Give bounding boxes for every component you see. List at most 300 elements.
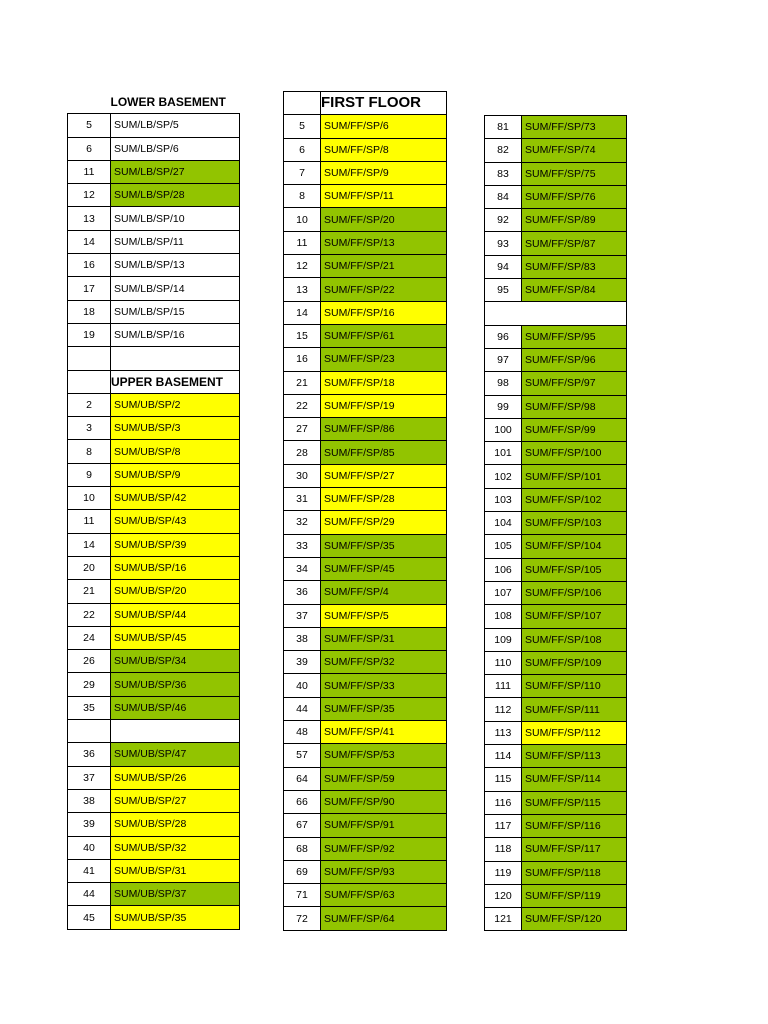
row-number: 24 <box>68 626 111 649</box>
row-number: 103 <box>485 488 522 511</box>
space-code: SUM/FF/SP/28 <box>321 488 447 511</box>
table-row <box>284 581 447 604</box>
table-row <box>284 185 447 208</box>
table-row <box>284 534 447 557</box>
row-number: 19 <box>68 323 111 346</box>
row-number: 48 <box>284 721 321 744</box>
table-row <box>68 743 240 766</box>
table-row <box>485 791 627 814</box>
space-code: SUM/LB/SP/15 <box>111 300 240 323</box>
table-row <box>68 533 240 556</box>
table-row <box>68 883 240 906</box>
row-number: 102 <box>485 465 522 488</box>
space-code: SUM/UB/SP/34 <box>111 650 240 673</box>
space-code: SUM/FF/SP/111 <box>522 698 627 721</box>
space-code: SUM/FF/SP/115 <box>522 791 627 814</box>
row-number: 22 <box>68 603 111 626</box>
space-code: SUM/LB/SP/27 <box>111 160 240 183</box>
table-row <box>68 510 240 533</box>
table-row <box>284 161 447 184</box>
row-number: 12 <box>68 184 111 207</box>
row-number <box>68 720 111 743</box>
row-number: 39 <box>284 651 321 674</box>
table-row <box>68 650 240 673</box>
space-code: SUM/LB/SP/28 <box>111 184 240 207</box>
row-number: 68 <box>284 837 321 860</box>
row-number: 117 <box>485 814 522 837</box>
space-code: SUM/FF/SP/109 <box>522 651 627 674</box>
table-row <box>68 766 240 789</box>
space-code: SUM/UB/SP/27 <box>111 789 240 812</box>
row-number: 30 <box>284 464 321 487</box>
table-row <box>68 277 240 300</box>
upper-basement-title: UPPER BASEMENT <box>111 370 240 393</box>
row-number: 84 <box>485 185 522 208</box>
row-number: 95 <box>485 279 522 302</box>
table-row <box>68 393 240 416</box>
space-code: SUM/FF/SP/41 <box>321 721 447 744</box>
space-code: SUM/UB/SP/47 <box>111 743 240 766</box>
table-row <box>485 698 627 721</box>
row-number: 14 <box>284 301 321 324</box>
space-code: SUM/FF/SP/29 <box>321 511 447 534</box>
table-row <box>284 255 447 278</box>
table-row <box>68 417 240 440</box>
space-code: SUM/UB/SP/16 <box>111 556 240 579</box>
table-row <box>284 464 447 487</box>
row-number: 109 <box>485 628 522 651</box>
row-number: 106 <box>485 558 522 581</box>
row-number: 6 <box>284 138 321 161</box>
space-code: SUM/FF/SP/9 <box>321 161 447 184</box>
space-code: SUM/UB/SP/31 <box>111 859 240 882</box>
table-row <box>485 558 627 581</box>
row-number: 29 <box>68 673 111 696</box>
table-row <box>68 160 240 183</box>
space-code: SUM/FF/SP/35 <box>321 697 447 720</box>
table-row <box>284 674 447 697</box>
space-code: SUM/UB/SP/28 <box>111 813 240 836</box>
table-row <box>68 300 240 323</box>
space-code: SUM/LB/SP/11 <box>111 230 240 253</box>
first-floor-title: FIRST FLOOR <box>321 92 447 115</box>
row-number: 115 <box>485 768 522 791</box>
row-number <box>68 347 111 370</box>
table-row <box>485 372 627 395</box>
table-row <box>485 139 627 162</box>
row-number: 116 <box>485 791 522 814</box>
table-row <box>485 651 627 674</box>
space-code: SUM/FF/SP/8 <box>321 138 447 161</box>
row-number: 15 <box>284 324 321 347</box>
row-number: 40 <box>284 674 321 697</box>
space-code: SUM/FF/SP/89 <box>522 209 627 232</box>
table-row <box>284 138 447 161</box>
space-code: SUM/FF/SP/13 <box>321 231 447 254</box>
row-number: 14 <box>68 533 111 556</box>
space-code: SUM/FF/SP/86 <box>321 418 447 441</box>
table-row <box>284 418 447 441</box>
space-code: SUM/UB/SP/35 <box>111 906 240 929</box>
row-number: 22 <box>284 394 321 417</box>
row-number: 14 <box>68 230 111 253</box>
table-row <box>68 487 240 510</box>
table-row <box>485 814 627 837</box>
table-row <box>68 323 240 346</box>
table-row <box>485 768 627 791</box>
row-number: 83 <box>485 162 522 185</box>
table-row <box>284 697 447 720</box>
table-row <box>485 279 627 302</box>
table-row <box>485 628 627 651</box>
row-number: 66 <box>284 790 321 813</box>
row-number: 13 <box>284 278 321 301</box>
space-code: SUM/UB/SP/26 <box>111 766 240 789</box>
row-number: 12 <box>284 255 321 278</box>
space-code: SUM/UB/SP/44 <box>111 603 240 626</box>
space-code: SUM/FF/SP/108 <box>522 628 627 651</box>
space-code: SUM/FF/SP/22 <box>321 278 447 301</box>
space-code <box>111 720 240 743</box>
space-code: SUM/FF/SP/117 <box>522 838 627 861</box>
space-code: SUM/LB/SP/10 <box>111 207 240 230</box>
table-row <box>68 230 240 253</box>
row-number: 101 <box>485 442 522 465</box>
row-number: 99 <box>485 395 522 418</box>
row-number: 2 <box>68 393 111 416</box>
table-row <box>284 790 447 813</box>
row-number: 93 <box>485 232 522 255</box>
space-code: SUM/FF/SP/20 <box>321 208 447 231</box>
space-code: SUM/FF/SP/35 <box>321 534 447 557</box>
space-code: SUM/FF/SP/33 <box>321 674 447 697</box>
space-code: SUM/FF/SP/61 <box>321 324 447 347</box>
table-row <box>485 884 627 907</box>
table-row <box>485 745 627 768</box>
table-row <box>485 465 627 488</box>
first-floor-continued-rows <box>485 116 627 931</box>
row-number: 20 <box>68 556 111 579</box>
space-code: SUM/FF/SP/23 <box>321 348 447 371</box>
space-code: SUM/FF/SP/32 <box>321 651 447 674</box>
row-number: 11 <box>68 510 111 533</box>
row-number: 31 <box>284 488 321 511</box>
space-code: SUM/FF/SP/113 <box>522 745 627 768</box>
table-row <box>68 137 240 160</box>
row-number: 112 <box>485 698 522 721</box>
space-code: SUM/FF/SP/112 <box>522 721 627 744</box>
space-code: SUM/UB/SP/45 <box>111 626 240 649</box>
space-code: SUM/FF/SP/102 <box>522 488 627 511</box>
space-code: SUM/FF/SP/107 <box>522 605 627 628</box>
table-row <box>68 114 240 137</box>
space-code: SUM/FF/SP/96 <box>522 348 627 371</box>
table-row <box>68 580 240 603</box>
row-number: 16 <box>68 254 111 277</box>
row-number: 121 <box>485 908 522 931</box>
space-code: SUM/LB/SP/13 <box>111 254 240 277</box>
table-row <box>68 696 240 719</box>
space-code: SUM/FF/SP/16 <box>321 301 447 324</box>
table-row <box>68 859 240 882</box>
table-row <box>485 721 627 744</box>
section-header-row <box>68 370 240 393</box>
space-code: SUM/FF/SP/90 <box>321 790 447 813</box>
table-row <box>485 348 627 371</box>
row-number: 9 <box>68 463 111 486</box>
space-code: SUM/FF/SP/4 <box>321 581 447 604</box>
table-row <box>284 627 447 650</box>
space-code: SUM/UB/SP/9 <box>111 463 240 486</box>
space-code: SUM/FF/SP/119 <box>522 884 627 907</box>
row-number: 71 <box>284 884 321 907</box>
table-row <box>68 626 240 649</box>
table-row <box>284 767 447 790</box>
row-number: 40 <box>68 836 111 859</box>
space-code: SUM/FF/SP/5 <box>321 604 447 627</box>
row-number: 107 <box>485 581 522 604</box>
space-code: SUM/FF/SP/63 <box>321 884 447 907</box>
row-number: 44 <box>284 697 321 720</box>
table-row <box>284 860 447 883</box>
space-code: SUM/FF/SP/106 <box>522 581 627 604</box>
row-number: 105 <box>485 535 522 558</box>
table-row <box>284 231 447 254</box>
space-code: SUM/FF/SP/116 <box>522 814 627 837</box>
lower-basement-rows <box>68 114 240 370</box>
table-row <box>485 325 627 348</box>
row-number: 111 <box>485 675 522 698</box>
table-row <box>68 836 240 859</box>
space-code: SUM/UB/SP/8 <box>111 440 240 463</box>
table-row <box>68 603 240 626</box>
row-number: 8 <box>68 440 111 463</box>
row-number: 27 <box>284 418 321 441</box>
table-row <box>68 906 240 929</box>
row-number: 108 <box>485 605 522 628</box>
table-row <box>284 744 447 767</box>
table-row <box>284 651 447 674</box>
table-row <box>284 488 447 511</box>
table-row <box>284 721 447 744</box>
table-row <box>485 255 627 278</box>
space-code: SUM/UB/SP/32 <box>111 836 240 859</box>
row-number: 39 <box>68 813 111 836</box>
row-number: 33 <box>284 534 321 557</box>
table-row <box>284 511 447 534</box>
table-row <box>485 395 627 418</box>
row-number: 18 <box>68 300 111 323</box>
row-number: 81 <box>485 116 522 139</box>
row-number: 45 <box>68 906 111 929</box>
row-number: 16 <box>284 348 321 371</box>
row-number: 28 <box>284 441 321 464</box>
space-code: SUM/UB/SP/36 <box>111 673 240 696</box>
space-code: SUM/FF/SP/114 <box>522 768 627 791</box>
table-row <box>284 301 447 324</box>
upper-basement-header <box>68 370 240 393</box>
space-code: SUM/FF/SP/45 <box>321 557 447 580</box>
row-number: 10 <box>284 208 321 231</box>
row-number: 100 <box>485 418 522 441</box>
space-code: SUM/FF/SP/85 <box>321 441 447 464</box>
table-row <box>485 605 627 628</box>
table-row <box>485 162 627 185</box>
table-row <box>284 348 447 371</box>
row-number: 64 <box>284 767 321 790</box>
table-row <box>284 907 447 930</box>
space-code: SUM/FF/SP/105 <box>522 558 627 581</box>
space-code: SUM/FF/SP/73 <box>522 116 627 139</box>
table-row <box>68 184 240 207</box>
table-row <box>284 115 447 138</box>
space-code: SUM/FF/SP/27 <box>321 464 447 487</box>
row-number: 26 <box>68 650 111 673</box>
table-row <box>485 185 627 208</box>
space-code: SUM/FF/SP/97 <box>522 372 627 395</box>
row-number: 10 <box>68 487 111 510</box>
space-code: SUM/UB/SP/2 <box>111 393 240 416</box>
space-code: SUM/FF/SP/74 <box>522 139 627 162</box>
table-row <box>284 394 447 417</box>
space-code: SUM/FF/SP/76 <box>522 185 627 208</box>
space-code: SUM/FF/SP/11 <box>321 185 447 208</box>
space-code: SUM/LB/SP/6 <box>111 137 240 160</box>
row-number: 35 <box>68 696 111 719</box>
row-number: 57 <box>284 744 321 767</box>
first-floor-continued-table <box>484 115 627 931</box>
table-row <box>68 347 240 370</box>
table-row <box>284 814 447 837</box>
row-number: 21 <box>68 580 111 603</box>
row-number: 11 <box>68 160 111 183</box>
space-code: SUM/FF/SP/98 <box>522 395 627 418</box>
table-row <box>485 209 627 232</box>
space-code: SUM/UB/SP/37 <box>111 883 240 906</box>
row-number: 36 <box>68 743 111 766</box>
space-code: SUM/FF/SP/53 <box>321 744 447 767</box>
row-number: 114 <box>485 745 522 768</box>
space-code: SUM/LB/SP/16 <box>111 323 240 346</box>
table-row <box>485 535 627 558</box>
upper-basement-rows <box>68 393 240 929</box>
table-row <box>284 837 447 860</box>
space-code: SUM/FF/SP/104 <box>522 535 627 558</box>
space-code: SUM/FF/SP/83 <box>522 255 627 278</box>
table-row <box>68 207 240 230</box>
space-code: SUM/UB/SP/39 <box>111 533 240 556</box>
row-number: 7 <box>284 161 321 184</box>
space-code: SUM/LB/SP/14 <box>111 277 240 300</box>
table-row <box>68 673 240 696</box>
space-code: SUM/FF/SP/110 <box>522 675 627 698</box>
row-number: 72 <box>284 907 321 930</box>
space-code: SUM/FF/SP/19 <box>321 394 447 417</box>
row-number: 119 <box>485 861 522 884</box>
row-number: 17 <box>68 277 111 300</box>
space-code: SUM/UB/SP/42 <box>111 487 240 510</box>
row-number: 38 <box>284 627 321 650</box>
space-code: SUM/FF/SP/99 <box>522 418 627 441</box>
space-code: SUM/FF/SP/120 <box>522 908 627 931</box>
blank-cell <box>485 302 627 325</box>
table-row <box>485 442 627 465</box>
table-row <box>485 488 627 511</box>
row-number: 118 <box>485 838 522 861</box>
table-row <box>68 556 240 579</box>
row-number: 97 <box>485 348 522 371</box>
row-number: 13 <box>68 207 111 230</box>
row-number: 6 <box>68 137 111 160</box>
table-row <box>284 884 447 907</box>
space-code: SUM/FF/SP/92 <box>321 837 447 860</box>
header-row <box>68 91 240 114</box>
space-code: SUM/FF/SP/93 <box>321 860 447 883</box>
row-number: 37 <box>68 766 111 789</box>
table-row <box>68 789 240 812</box>
space-code: SUM/FF/SP/18 <box>321 371 447 394</box>
row-number: 37 <box>284 604 321 627</box>
table-row <box>68 463 240 486</box>
table-row <box>485 512 627 535</box>
space-code: SUM/FF/SP/84 <box>522 279 627 302</box>
table-row <box>485 232 627 255</box>
row-number: 98 <box>485 372 522 395</box>
table-row <box>284 371 447 394</box>
first-floor-table <box>283 91 447 931</box>
first-floor-rows <box>284 115 447 930</box>
row-number: 113 <box>485 721 522 744</box>
basement-table <box>67 91 240 930</box>
row-number: 44 <box>68 883 111 906</box>
space-code: SUM/FF/SP/87 <box>522 232 627 255</box>
space-code: SUM/FF/SP/95 <box>522 325 627 348</box>
table-row <box>68 813 240 836</box>
header-row <box>284 92 447 115</box>
space-code: SUM/FF/SP/103 <box>522 512 627 535</box>
row-number: 8 <box>284 185 321 208</box>
table-row <box>485 838 627 861</box>
row-number: 69 <box>284 860 321 883</box>
row-number: 41 <box>68 859 111 882</box>
table-row <box>284 324 447 347</box>
row-number: 82 <box>485 139 522 162</box>
row-number: 110 <box>485 651 522 674</box>
row-number: 94 <box>485 255 522 278</box>
space-code: SUM/FF/SP/59 <box>321 767 447 790</box>
row-number: 21 <box>284 371 321 394</box>
row-number: 5 <box>284 115 321 138</box>
table-row <box>284 557 447 580</box>
space-code: SUM/UB/SP/3 <box>111 417 240 440</box>
row-number: 34 <box>284 557 321 580</box>
row-number: 32 <box>284 511 321 534</box>
row-number: 96 <box>485 325 522 348</box>
table-row <box>284 208 447 231</box>
space-code: SUM/FF/SP/91 <box>321 814 447 837</box>
space-code <box>111 347 240 370</box>
table-row <box>485 302 627 325</box>
space-code: SUM/FF/SP/31 <box>321 627 447 650</box>
lower-basement-title: LOWER BASEMENT <box>111 91 240 114</box>
space-code: SUM/UB/SP/20 <box>111 580 240 603</box>
table-row <box>68 254 240 277</box>
space-code: SUM/FF/SP/64 <box>321 907 447 930</box>
row-number: 104 <box>485 512 522 535</box>
row-number: 67 <box>284 814 321 837</box>
table-row <box>485 418 627 441</box>
table-row <box>485 116 627 139</box>
